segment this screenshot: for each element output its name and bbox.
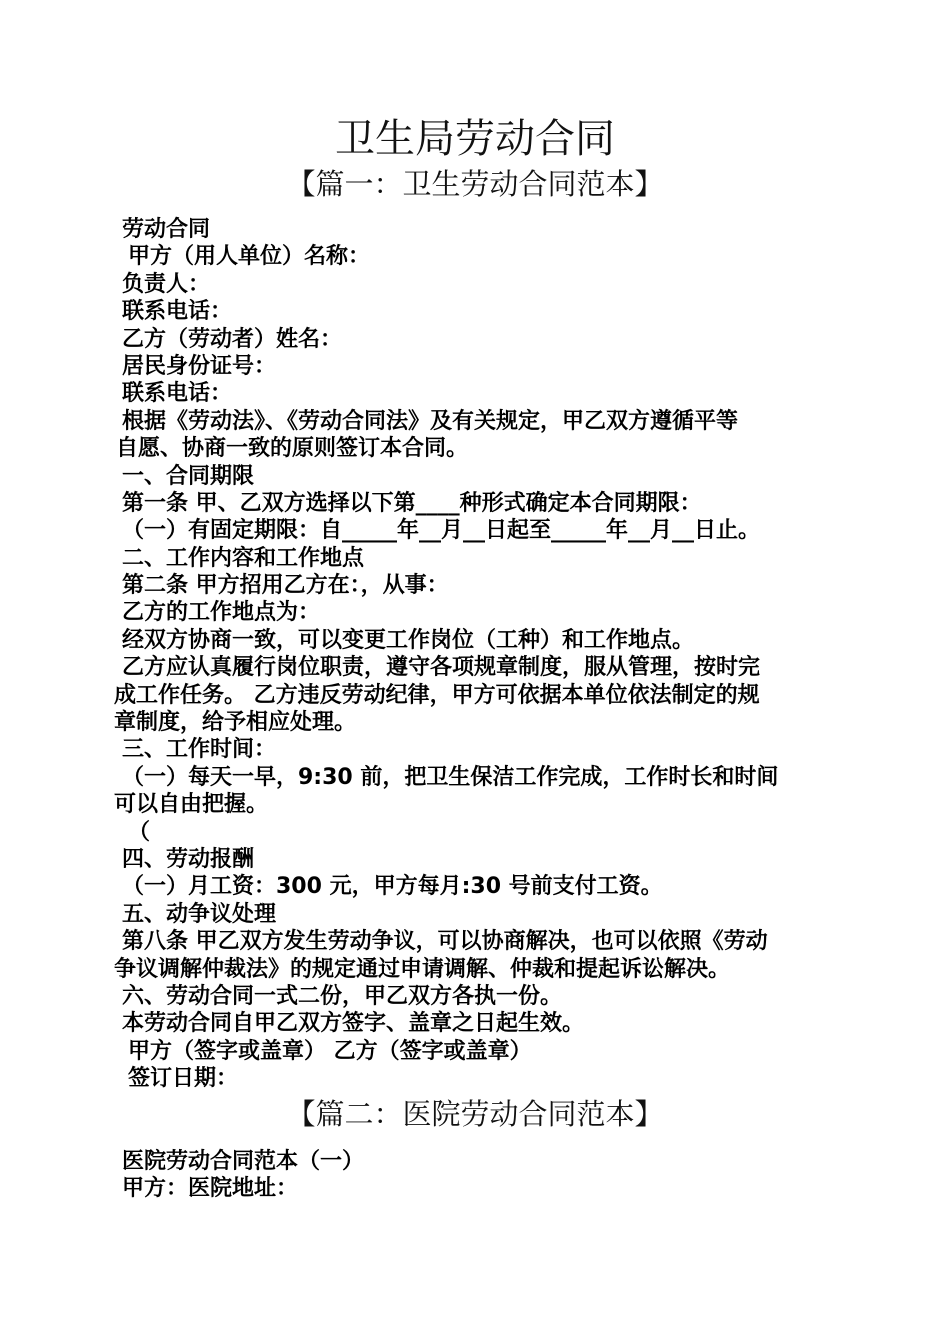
text-line: 六、劳动合同一式二份，甲乙双方各执一份。 — [122, 983, 563, 1009]
text-line: 劳动合同 — [122, 217, 211, 242]
text-line: 乙方应认真履行岗位职责，遵守各项规章制度，服从管理，按时完 — [122, 655, 761, 681]
text-line: （一）每天一早，9:30 前，把卫生保洁工作完成，工作时长和时间 — [122, 764, 779, 790]
text-line: 经双方协商一致，可以变更工作岗位（工种）和工作地点。 — [122, 627, 695, 653]
section-heading-2: 【篇二：医院劳动合同范本】 — [286, 1097, 664, 1131]
text-line: 一、合同期限 — [122, 463, 255, 489]
text-line: 甲方：医院地址： — [122, 1176, 299, 1202]
text-line: 四、劳动报酬 — [122, 846, 255, 872]
text-line: 根据《劳动法》、《劳动合同法》及有关规定，甲乙双方遵循平等 — [122, 408, 739, 434]
document-title: 卫生局劳动合同 — [335, 116, 615, 162]
text-line: 居民身份证号： — [122, 353, 277, 379]
text-line: 第一条 甲、乙双方选择以下第____种形式确定本合同期限： — [122, 490, 702, 516]
text-line: 甲方（签字或盖章） 乙方（签字或盖章） — [128, 1038, 532, 1064]
text-line: 成工作任务。 乙方违反劳动纪律，甲方可依据本单位依法制定的规 — [114, 682, 760, 708]
text-line: 本劳动合同自甲乙双方签字、盖章之日起生效。 — [122, 1011, 585, 1037]
text-line: （一）有固定期限：自_____年__月__日起至_____年__月__日止。 — [122, 518, 761, 544]
section-heading-1: 【篇一：卫生劳动合同范本】 — [286, 167, 664, 201]
text-line: 联系电话： — [122, 299, 233, 325]
text-line: 可以自由把握。 — [114, 792, 269, 818]
text-line: 第八条 甲乙双方发生劳动争议，可以协商解决，也可以依照《劳动 — [122, 929, 768, 955]
text-line: 五、动争议处理 — [122, 901, 277, 927]
text-line: （ — [128, 819, 151, 845]
section-2-body — [114, 1148, 834, 1203]
text-line: 乙方（劳动者）姓名： — [122, 326, 343, 352]
text-line: 负责人： — [122, 271, 211, 297]
text-line: 二、工作内容和工作地点 — [122, 545, 365, 571]
text-line: 乙方的工作地点为： — [122, 600, 321, 626]
text-line: 第二条 甲方招用乙方在：，从事： — [122, 573, 449, 599]
text-line: 甲方（用人单位）名称： — [128, 244, 371, 270]
text-line: （一）月工资：300 元，甲方每月:30 号前支付工资。 — [122, 874, 663, 900]
text-line: 争议调解仲裁法》的规定通过申请调解、仲裁和提起诉讼解决。 — [114, 956, 731, 982]
section-1-body — [114, 216, 834, 1093]
text-line: 医院劳动合同范本（一） — [122, 1149, 365, 1174]
text-line: 章制度，给予相应处理。 — [114, 710, 357, 736]
text-line: 三、工作时间： — [122, 737, 277, 763]
text-line: 自愿、协商一致的原则签订本合同。 — [116, 436, 469, 462]
text-line: 联系电话： — [122, 381, 233, 407]
text-line: 签订日期： — [128, 1066, 239, 1092]
